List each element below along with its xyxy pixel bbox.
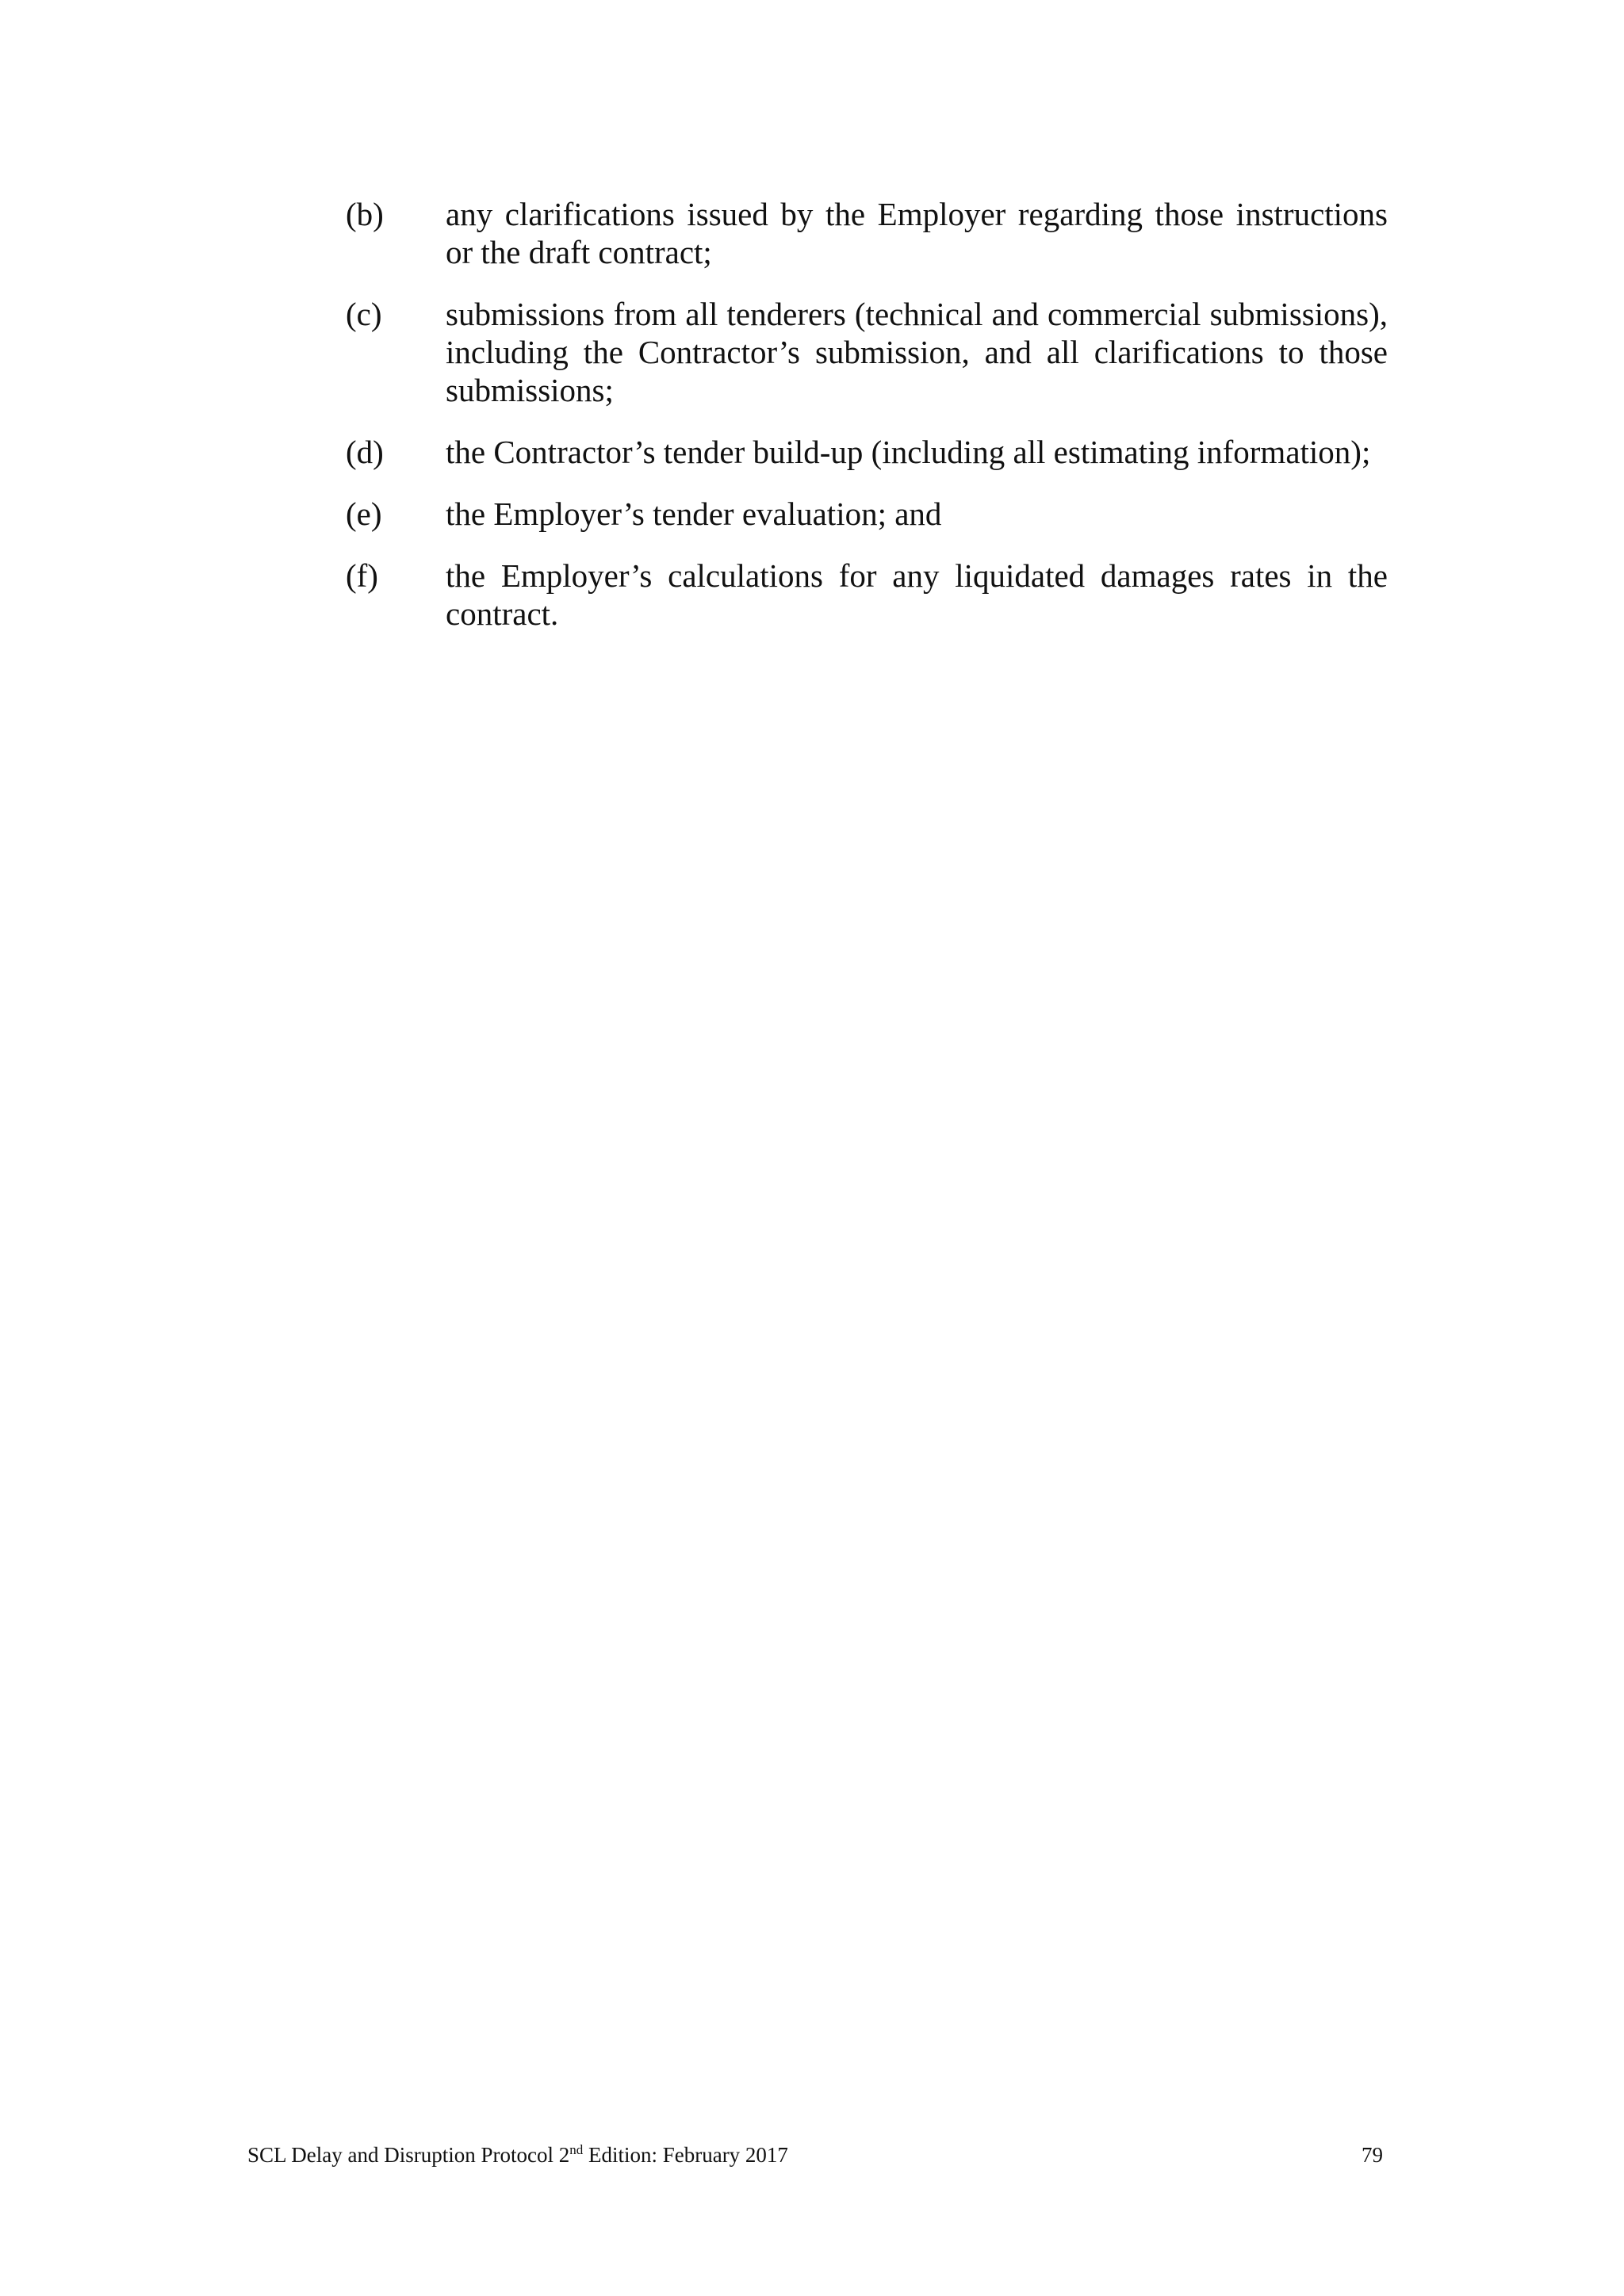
list-item: [346, 495, 1388, 533]
list-marker: (d): [346, 434, 384, 470]
footer-title-main: SCL Delay and Disruption Protocol 2: [247, 2143, 570, 2167]
list-text: submissions from all tenderers (technical and commercial submissions), including the Contractor’s submission, and all clarifications to those submissions;: [446, 296, 1388, 408]
footer-title-ordinal: nd: [569, 2142, 584, 2157]
list-text: the Employer’s calculations for any liquidated damages rates in the contract.: [446, 557, 1388, 632]
list-item: [346, 433, 1388, 471]
list-marker: (f): [346, 557, 378, 594]
list-text: the Contractor’s tender build-up (including all estimating information);: [446, 434, 1371, 470]
clause-list: [346, 195, 1388, 656]
list-text: any clarifications issued by the Employer regarding those instructions or the draft contract;: [446, 196, 1388, 270]
page-footer: [247, 2142, 1383, 2168]
page-number: 79: [1362, 2143, 1383, 2167]
list-item: [346, 557, 1388, 633]
list-text: the Employer’s tender evaluation; and: [446, 496, 942, 532]
list-marker: (c): [346, 296, 382, 332]
list-marker: (b): [346, 196, 384, 232]
list-item: [346, 295, 1388, 409]
list-marker: (e): [346, 496, 382, 532]
footer-title-edition: Edition: February 2017: [583, 2143, 788, 2167]
list-item: [346, 195, 1388, 271]
footer-title: [247, 2142, 788, 2168]
